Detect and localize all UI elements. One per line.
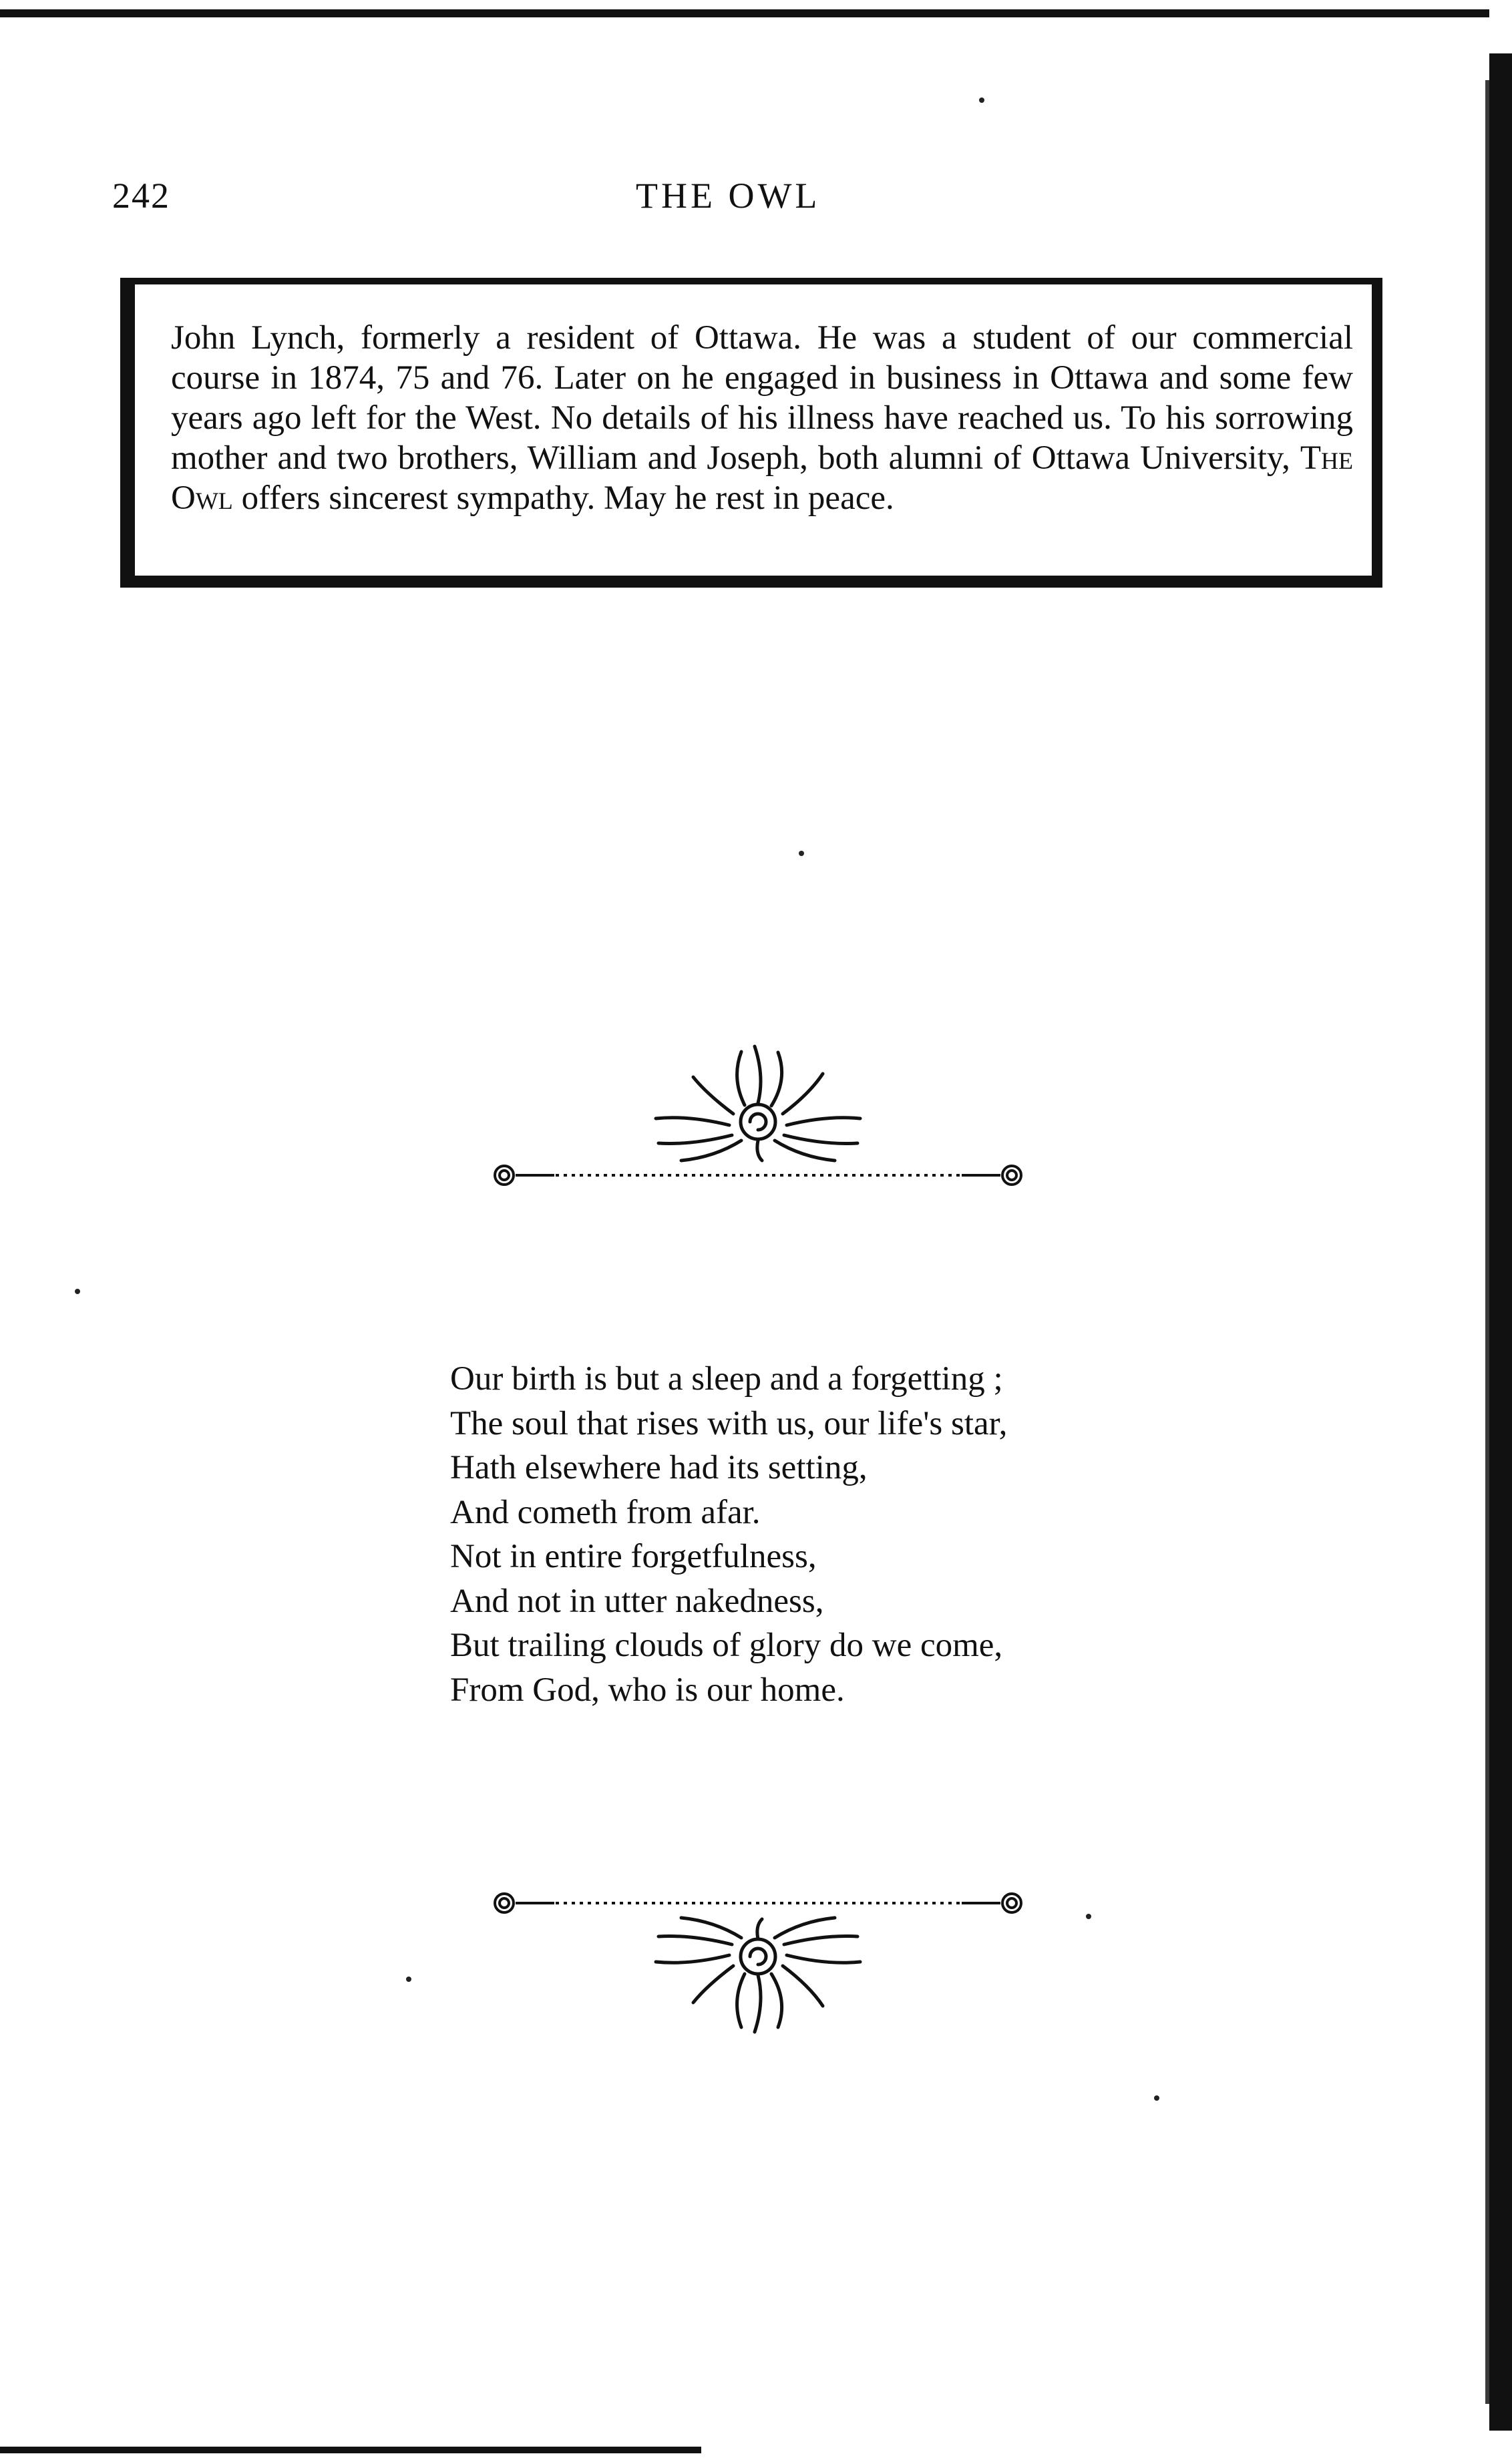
poem-line: From God, who is our home. [450,1671,845,1709]
poem-line: The soul that rises with us, our life's star, [450,1404,1008,1442]
poem-line: But trailing clouds of glory do we come, [450,1627,1003,1664]
running-head-title: THE OWL [636,176,821,216]
scan-speck [799,851,804,856]
notice-text-before: John Lynch, formerly a resident of Ottawa. He was a student of our commercial course in 1874, 75 and 76. Later on he engaged in business in Ottawa and some few years ago left for the West. No details of his illness have reached us. To his sorrowing mother and two brothers, William and Joseph, both alumni of Ottawa University, [171,319,1353,477]
poem-line: And cometh from afar. [450,1493,761,1531]
poem-line: Not in entire forgetfulness, [450,1538,817,1575]
scan-speck [1086,1914,1091,1919]
scan-speck [1154,2095,1159,2101]
poem-line: Our birth is but a sleep and a forgetting ; [450,1360,1003,1398]
obituary-notice-text [171,318,1353,518]
top-border-rule [0,9,1489,17]
scan-speck [979,97,984,103]
bottom-border-rule [0,2447,701,2453]
scan-speck [406,1977,411,1982]
sunburst-ornament-bottom [481,1883,1035,2037]
poem-line: Hath elsewhere had its setting, [450,1449,868,1486]
page-spine-shadow [1485,80,1489,2404]
obituary-notice-box [120,278,1382,588]
sunburst-ornament-top [481,1042,1035,1195]
page-number: 242 [112,176,170,216]
poem-stanza [450,1357,1007,1712]
scan-speck [75,1289,80,1294]
notice-text-after: offers sincerest sympathy. May he rest in peace. [232,479,894,517]
poem-line: And not in utter nakedness, [450,1582,824,1620]
journal-name: The Owl [171,439,1353,517]
page-spine-edge [1489,53,1512,2431]
